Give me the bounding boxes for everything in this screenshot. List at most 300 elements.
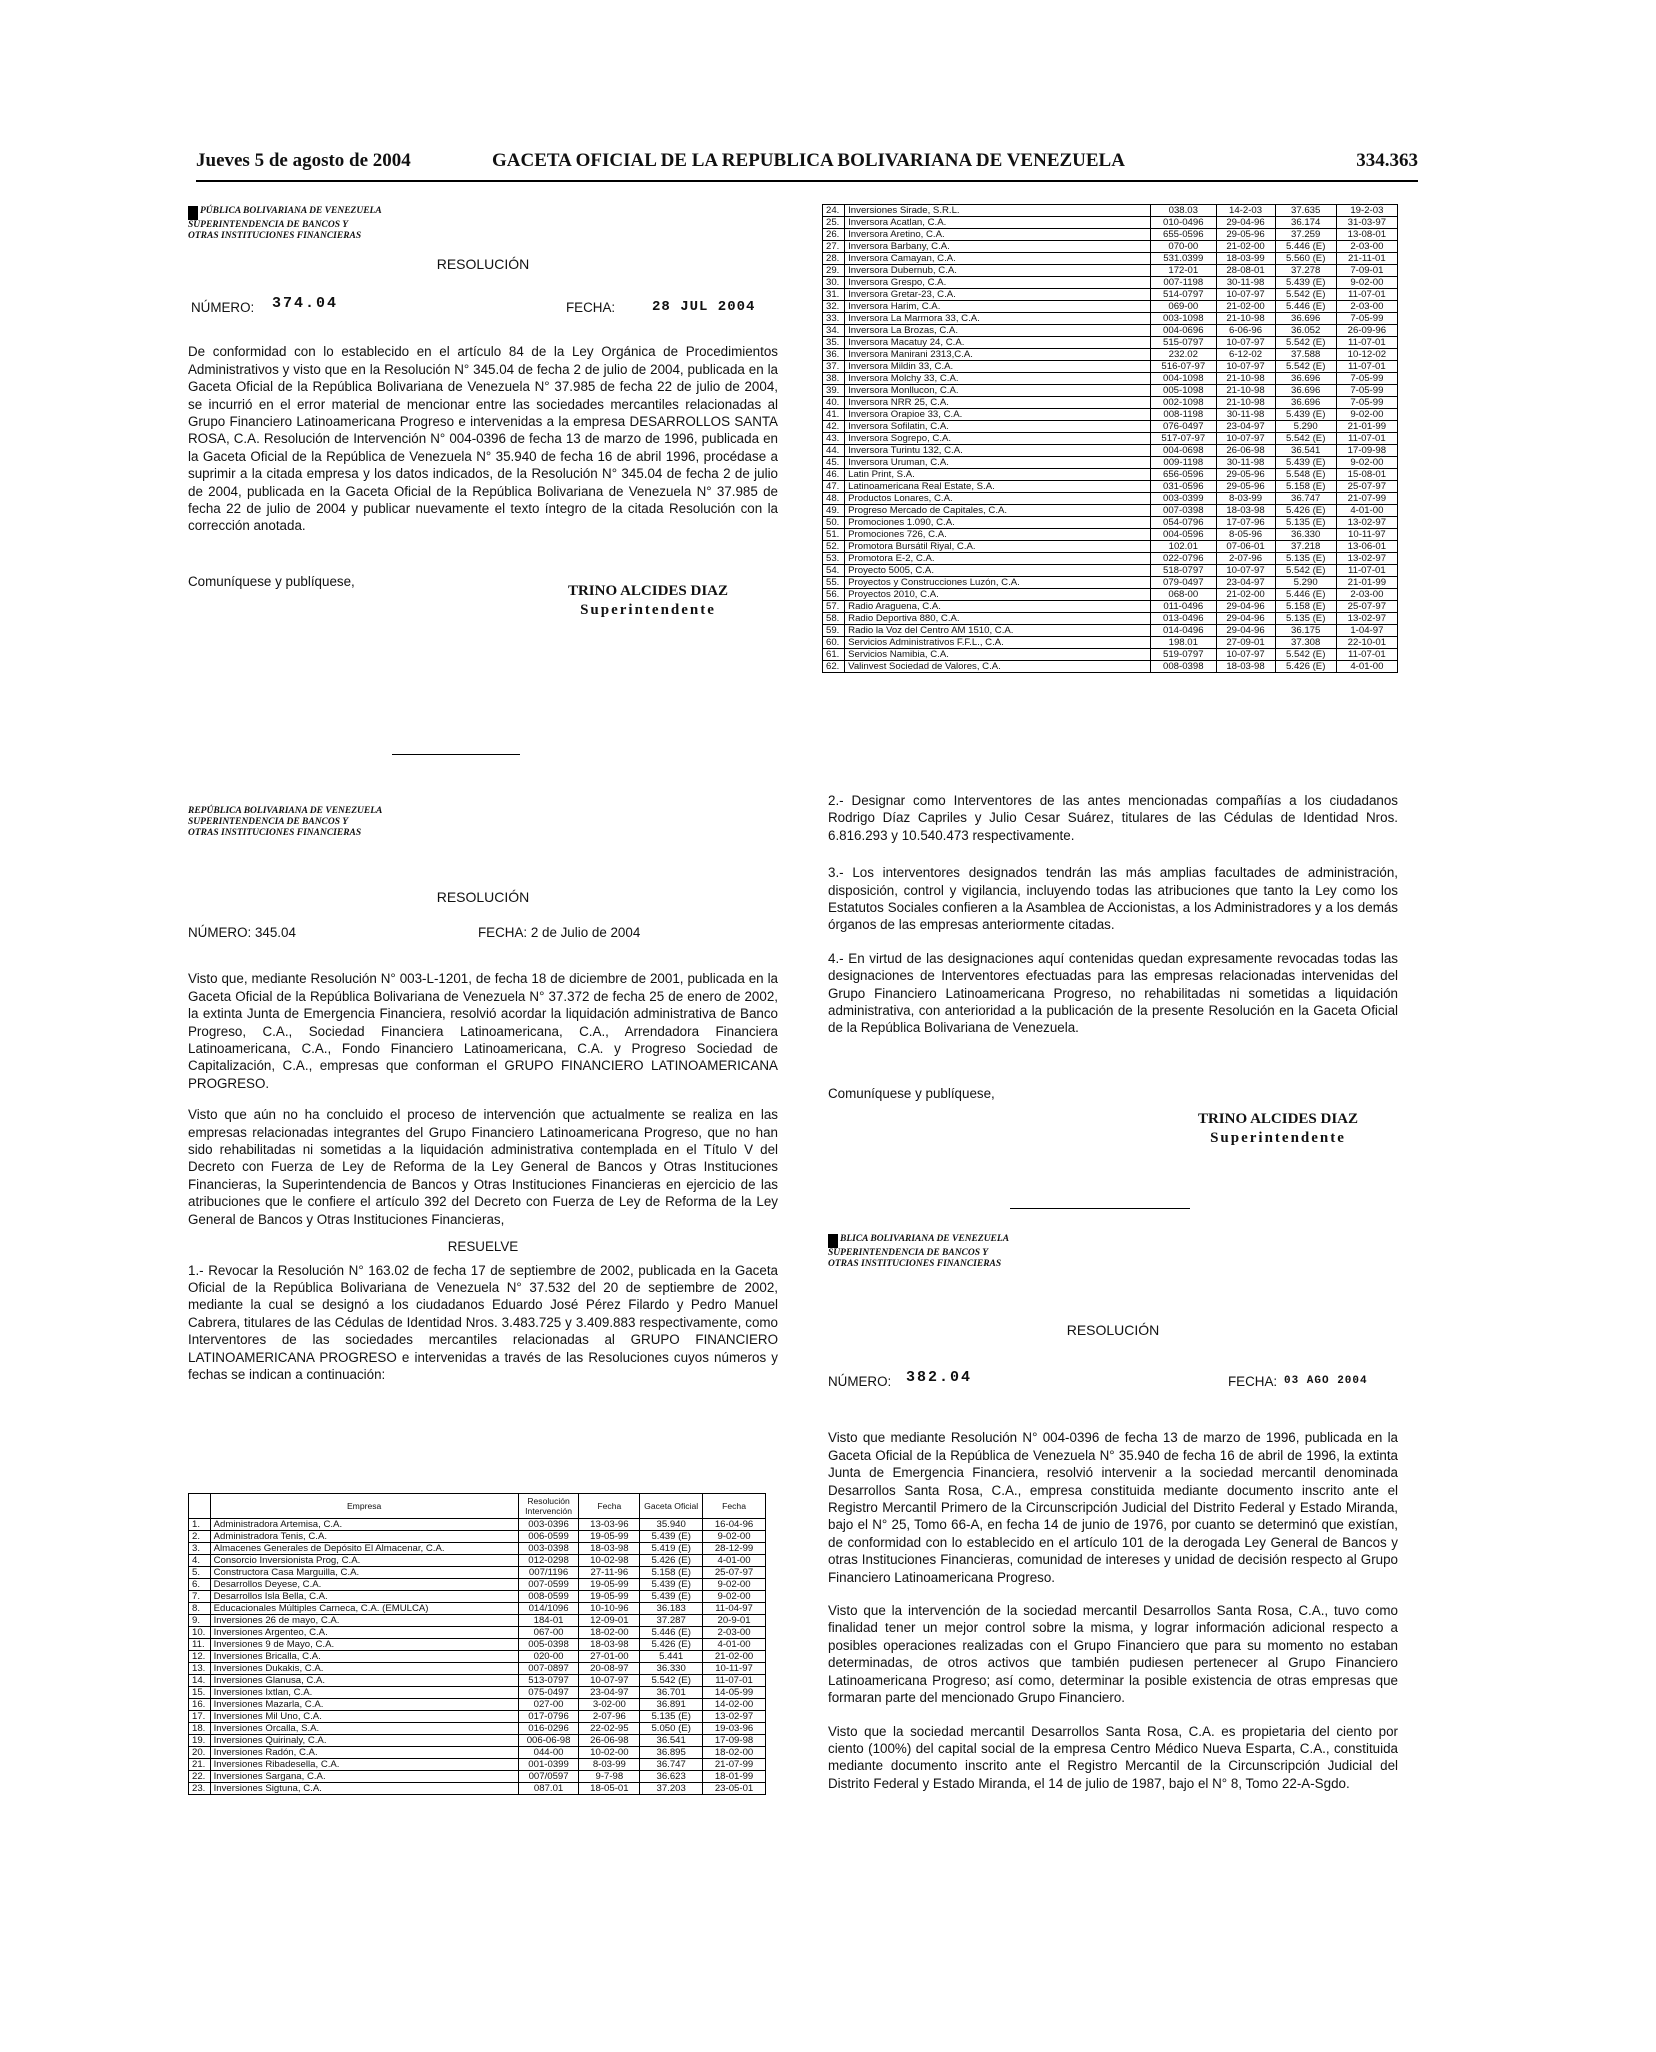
resolution-number: 003-0396 [518, 1519, 579, 1531]
resolution-number: 008-0599 [518, 1591, 579, 1603]
signature-block [1158, 1110, 1398, 1148]
resolution-date: 10-07-97 [1216, 433, 1275, 445]
table-row [189, 1759, 766, 1771]
table-header-row [189, 1494, 766, 1519]
resolution-number: 044-00 [518, 1747, 579, 1759]
company-name: Inversiones Radón, C.A. [210, 1747, 518, 1759]
resolution-number: 172-01 [1151, 265, 1216, 277]
company-name: Inversora Grespo, C.A. [845, 277, 1151, 289]
company-name: Promotora E-2, C.A. [845, 553, 1151, 565]
company-name: Inversiones Ribadesella, C.A. [210, 1759, 518, 1771]
company-name: Inversora La Brozas, C.A. [845, 325, 1151, 337]
table-row [823, 289, 1398, 301]
table-row [823, 253, 1398, 265]
table-row [189, 1531, 766, 1543]
table-row [823, 361, 1398, 373]
resolution-date: 27-09-01 [1216, 637, 1275, 649]
gazette-date: 14-05-99 [703, 1687, 766, 1699]
row-number: 28. [823, 253, 845, 265]
gazette-date: 4-01-00 [1336, 505, 1397, 517]
company-name: Inversora Sofilatin, C.A. [845, 421, 1151, 433]
company-name: Inversora Acatlan, C.A. [845, 217, 1151, 229]
row-number: 48. [823, 493, 845, 505]
gazette-date: 13-06-01 [1336, 541, 1397, 553]
resolution-date: 2-07-96 [579, 1711, 640, 1723]
company-name: Inversora Aretino, C.A. [845, 229, 1151, 241]
gazette-number: 37.308 [1275, 637, 1336, 649]
row-number: 12. [189, 1651, 211, 1663]
resolution-374-04 [188, 206, 778, 620]
table-row [823, 637, 1398, 649]
company-name: Proyectos y Construcciones Luzón, C.A. [845, 577, 1151, 589]
table-row [823, 397, 1398, 409]
table-row [189, 1639, 766, 1651]
companies-table [188, 1493, 766, 1795]
company-name: Inversiones Orcalla, S.A. [210, 1723, 518, 1735]
resolution-date: 19-05-99 [579, 1531, 640, 1543]
gazette-number: 5.135 (E) [1275, 613, 1336, 625]
resolution-date: 10-02-98 [579, 1555, 640, 1567]
gazette-number: 5.050 (E) [640, 1723, 703, 1735]
row-number: 22. [189, 1771, 211, 1783]
row-number: 26. [823, 229, 845, 241]
table-row [189, 1603, 766, 1615]
gazette-number: 5.446 (E) [1275, 241, 1336, 253]
gazette-date: 11-04-97 [703, 1603, 766, 1615]
resolution-number: 007-0599 [518, 1579, 579, 1591]
company-name: Inversiones Sirade, S.R.L. [845, 205, 1151, 217]
row-number: 24. [823, 205, 845, 217]
resolution-number: 006-06-98 [518, 1735, 579, 1747]
gazette-number: 36.623 [640, 1771, 703, 1783]
table-row [823, 277, 1398, 289]
signer-name: TRINO ALCIDES DIAZ [567, 583, 729, 600]
resolution-date: 10-07-97 [1216, 289, 1275, 301]
resolution-date: 21-02-00 [1216, 241, 1275, 253]
company-name: Radio Deportiva 880, C.A. [845, 613, 1151, 625]
resolution-date: 29-04-96 [1216, 217, 1275, 229]
company-name: Inversiones Dukakis, C.A. [210, 1663, 518, 1675]
gazette-number: 37.218 [1275, 541, 1336, 553]
paragraph-visto-2: Visto que la intervención de la sociedad mercantil Desarrollos Santa Rosa, C.A., tuvo como finalidad tener un mejor control sobre la misma, y lograr información adicional respecto a posibles operaciones realizadas con el Grupo Financiero que para su momento no estaban determinadas, de otros activos que también pudiesen pertenecer al Grupo Financiero Latinoamericana Progreso; así como, determinar la posible existencia de otras empresas que formaran parte del mencionado Grupo Financiero. [828, 1603, 1398, 1706]
table-row [189, 1711, 766, 1723]
row-number: 36. [823, 349, 845, 361]
gazette-number: 36.701 [640, 1687, 703, 1699]
separator-rule [392, 754, 520, 755]
gazette-date: 11-07-01 [1336, 361, 1397, 373]
table-row [189, 1627, 766, 1639]
company-name: Productos Lonares, C.A. [845, 493, 1151, 505]
table-row [823, 241, 1398, 253]
resolution-number: 007-1198 [1151, 277, 1216, 289]
gazette-number: 36.183 [640, 1603, 703, 1615]
gazette-date: 20-9-01 [703, 1615, 766, 1627]
gazette-number: 5.135 (E) [640, 1711, 703, 1723]
companies-table-continued [822, 204, 1398, 673]
resolution-date: 29-04-96 [1216, 613, 1275, 625]
row-number: 33. [823, 313, 845, 325]
gazette-date: 1-04-97 [1336, 625, 1397, 637]
resolution-date: 17-07-96 [1216, 517, 1275, 529]
row-number: 4. [189, 1555, 211, 1567]
row-number: 53. [823, 553, 845, 565]
resolution-number: 014-0496 [1151, 625, 1216, 637]
gazette-date: 7-05-99 [1336, 385, 1397, 397]
company-name: Inversiones Glanusa, C.A. [210, 1675, 518, 1687]
header-title: GACETA OFICIAL DE LA REPUBLICA BOLIVARIANA DE VENEZUELA [492, 150, 1125, 171]
gazette-date: 7-05-99 [1336, 373, 1397, 385]
resolution-date: 10-10-96 [579, 1603, 640, 1615]
table-row [823, 529, 1398, 541]
entity-block: BLICA BOLIVARIANA DE VENEZUELA SUPERINTENDENCIA DE BANCOS Y OTRAS INSTITUCIONES FINANCIERAS [828, 1234, 1010, 1269]
row-number: 44. [823, 445, 845, 457]
gazette-number: 37.278 [1275, 265, 1336, 277]
table-row [823, 505, 1398, 517]
row-number: 19. [189, 1735, 211, 1747]
table-row [823, 565, 1398, 577]
resolution-number: 514-0797 [1151, 289, 1216, 301]
resolution-heading: RESOLUCIÓN [1066, 1322, 1160, 1338]
resolution-date: FECHA: 2 de Julio de 2004 [478, 925, 641, 941]
resolution-number: 068-00 [1151, 589, 1216, 601]
table-row [189, 1675, 766, 1687]
row-number: 38. [823, 373, 845, 385]
table-row [823, 469, 1398, 481]
resolution-date: 2-07-96 [1216, 553, 1275, 565]
row-number: 21. [189, 1759, 211, 1771]
table-row [189, 1723, 766, 1735]
gazette-number: 36.895 [640, 1747, 703, 1759]
resolution-date: 9-7-98 [579, 1771, 640, 1783]
gazette-number: 5.542 (E) [1275, 649, 1336, 661]
table-row [189, 1543, 766, 1555]
resolution-number: 022-0796 [1151, 553, 1216, 565]
paragraph-article-4: 4.- En virtud de las designaciones aquí contenidas quedan expresamente revocadas todas las designaciones de Interventores efectuadas para las empresas relacionadas intervenidas del Grupo Financiero Latinoamericana Progreso, no rehabilitadas ni sometidas a liquidación administrativa, con anterioridad a la publicación de la presente Resolución en la Gaceta Oficial de la República Bolivariana de Venezuela. [828, 950, 1398, 1036]
row-number: 34. [823, 325, 845, 337]
gazette-date: 17-09-98 [703, 1735, 766, 1747]
gazette-date: 11-07-01 [1336, 565, 1397, 577]
gazette-date: 9-02-00 [1336, 457, 1397, 469]
company-name: Inversiones Mazarla, C.A. [210, 1699, 518, 1711]
gazette-date: 13-02-97 [1336, 553, 1397, 565]
resolution-number: 020-00 [518, 1651, 579, 1663]
table-row [823, 661, 1398, 673]
resolution-date: 10-07-97 [579, 1675, 640, 1687]
row-number: 25. [823, 217, 845, 229]
gazette-date: 9-02-00 [703, 1591, 766, 1603]
row-number: 9. [189, 1615, 211, 1627]
gazette-number: 5.426 (E) [1275, 505, 1336, 517]
gazette-date: 2-03-00 [1336, 241, 1397, 253]
table-row [189, 1699, 766, 1711]
row-number: 6. [189, 1579, 211, 1591]
table-row [823, 349, 1398, 361]
company-name: Inversora Sogrepo, C.A. [845, 433, 1151, 445]
company-name: Inversora Macatuy 24, C.A. [845, 337, 1151, 349]
row-number: 29. [823, 265, 845, 277]
resolution-number: 516-07-97 [1151, 361, 1216, 373]
row-number: 30. [823, 277, 845, 289]
gazette-number: 36.541 [1275, 445, 1336, 457]
seal-icon [188, 206, 198, 220]
paragraph-visto-3: Visto que la sociedad mercantil Desarrollos Santa Rosa, C.A. es propietaria del ciento por ciento (100%) del capital social de la empresa Centro Médico Nueva Esparta, C.A., constituida mediante documento inscrito ante el Registro Mercantil de la Circunscripción Judicial del Distrito Federal y Estado Miranda, el 14 de julio de 1987, bajo el N° 8, Tomo 22-A-Sgdo. [828, 1723, 1398, 1791]
paragraph-visto-1: Visto que, mediante Resolución N° 003-L-1201, de fecha 18 de diciembre de 2001, publicada en la Gaceta Oficial de la República Bolivariana de Venezuela N° 37.372 de fecha 25 de enero de 2002, la extinta Junta de Emergencia Financiera, resolvió acordar la liquidación administrativa de Banco Progreso, C.A., Sociedad Financiera Latinoamericana, C.A., Arrendadora Financiera Latinoamericana, C.A., Fondo Financiero Latinoamericana, C.A. y Progreso Sociedad de Capitalización, C.A., empresas que conforman el GRUPO FINANCIERO LATINOAMERICANA PROGRESO. [188, 971, 778, 1091]
gazette-date: 23-05-01 [703, 1783, 766, 1795]
row-number: 3. [189, 1543, 211, 1555]
resolution-date: 6-12-02 [1216, 349, 1275, 361]
resolution-date: 07-06-01 [1216, 541, 1275, 553]
resolution-number: 004-0696 [1151, 325, 1216, 337]
paragraph-visto-2: Visto que aún no ha concluido el proceso de intervención que actualmente se realiza en las empresas relacionadas integrantes del Grupo Financiero Latinoamericana Progreso, que no han sido rehabilitadas ni sometidas a la liquidación administrativa contemplada en el Título V del Decreto con Fuerza de Ley de Reforma de la Ley General de Bancos y Otras Instituciones Financieras, la Superintendencia de Bancos y Otras Instituciones Financieras en ejercicio de las atribuciones que le confiere el artículo 392 del Decreto con Fuerza de Ley de Reforma de la Ley General de Bancos y Otras Instituciones Financieras, [188, 1107, 778, 1227]
resolution-382-04 [828, 1234, 1398, 1802]
table-row [189, 1579, 766, 1591]
row-number: 10. [189, 1627, 211, 1639]
resolution-body: De conformidad con lo establecido en el artículo 84 de la Ley Orgánica de Procedimientos Administrativos y visto que en la Resolución N° 345.04 de fecha 2 de julio de 2004, publicada en la Gaceta Oficial de la República Bolivariana de Venezuela N° 37.985 de fecha 22 de julio de 2004, se incurrió en el error material de mencionar entre las sociedades mercantiles relacionadas al Grupo Financiero Latinoamericana Progreso e intervenidas a la empresa DESARROLLOS SANTA ROSA, C.A. Resolución de Intervención N° 004-0396 de fecha 13 de marzo de 1996, publicada en la Gaceta Oficial de la República de Venezuela N° 35.940 de fecha 16 de abril 1996, procédase a suprimir a la citada empresa y los datos indicados, de la Resolución N° 345.04 de fecha 2 de julio de 2004, publicada en la Gaceta Oficial de la República Bolivariana de Venezuela N° 37.985 de fecha 22 de julio de 2004 y publicar nuevamente el texto íntegro de la citada Resolución con la corrección anotada. [188, 344, 778, 534]
row-number: 11. [189, 1639, 211, 1651]
company-name: Inversora Orapioe 33, C.A. [845, 409, 1151, 421]
entity-block: PÚBLICA BOLIVARIANA DE VENEZUELA SUPERINTENDENCIA DE BANCOS Y OTRAS INSTITUCIONES FINANCIERAS [188, 206, 382, 241]
company-name: Inversiones 26 de mayo, C.A. [210, 1615, 518, 1627]
gazette-number: 5.135 (E) [1275, 553, 1336, 565]
row-number: 49. [823, 505, 845, 517]
gazette-number: 37.259 [1275, 229, 1336, 241]
gazette-date: 13-02-97 [1336, 613, 1397, 625]
resolution-number: 016-0296 [518, 1723, 579, 1735]
gazette-date: 2-03-00 [703, 1627, 766, 1639]
resolution-number: 518-0797 [1151, 565, 1216, 577]
gazette-number: 5.542 (E) [1275, 565, 1336, 577]
table-row [823, 433, 1398, 445]
row-number: 16. [189, 1699, 211, 1711]
resolution-number: 070-00 [1151, 241, 1216, 253]
company-name: Progreso Mercado de Capitales, C.A. [845, 505, 1151, 517]
row-number: 37. [823, 361, 845, 373]
gazette-number: 5.426 (E) [1275, 661, 1336, 673]
row-number: 55. [823, 577, 845, 589]
gazette-date: 21-07-99 [1336, 493, 1397, 505]
company-name: Almacenes Generales de Depósito El Almacenar, C.A. [210, 1543, 518, 1555]
row-number: 18. [189, 1723, 211, 1735]
resolution-date: 27-11-96 [579, 1567, 640, 1579]
gazette-number: 5.426 (E) [640, 1639, 703, 1651]
gazette-number: 36.891 [640, 1699, 703, 1711]
table-row [189, 1771, 766, 1783]
gazette-number: 5.439 (E) [640, 1531, 703, 1543]
separator-rule-right [1010, 1208, 1190, 1209]
gazette-date: 7-05-99 [1336, 313, 1397, 325]
number-label: NÚMERO: [191, 300, 255, 316]
resolution-date: 19-05-99 [579, 1591, 640, 1603]
resolution-date: 18-03-98 [579, 1543, 640, 1555]
row-number: 50. [823, 517, 845, 529]
gazette-date: 25-07-97 [1336, 481, 1397, 493]
resolution-number: 655-0596 [1151, 229, 1216, 241]
gazette-number: 5.290 [1275, 421, 1336, 433]
paragraph-article-3: 3.- Los interventores designados tendrán las más amplias facultades de administración, disposición, control y vigilancia, incluyendo todas las atribuciones que tanto la Ley como los Estatutos Sociales confieren a la Asamblea de Accionistas, a los Administradores y a los demás órganos de las empresas anteriormente citadas. [828, 865, 1398, 933]
gazette-number: 36.696 [1275, 385, 1336, 397]
gazette-date: 21-11-01 [1336, 253, 1397, 265]
signer-name: TRINO ALCIDES DIAZ [1197, 1111, 1359, 1128]
resolution-number: 011-0496 [1151, 601, 1216, 613]
row-number: 39. [823, 385, 845, 397]
gazette-date: 15-08-01 [1336, 469, 1397, 481]
resolution-number: 001-0399 [518, 1759, 579, 1771]
row-number: 15. [189, 1687, 211, 1699]
gazette-date: 25-07-97 [1336, 601, 1397, 613]
resolution-date: 21-10-98 [1216, 373, 1275, 385]
gazette-number: 36.330 [640, 1663, 703, 1675]
table-row [823, 409, 1398, 421]
number-date-row [188, 293, 778, 333]
resolution-number: 003-0398 [518, 1543, 579, 1555]
resolution-date: 30-11-98 [1216, 277, 1275, 289]
gazette-number: 37.287 [640, 1615, 703, 1627]
company-name: Inversora Gretar-23, C.A. [845, 289, 1151, 301]
gazette-number: 36.052 [1275, 325, 1336, 337]
resolution-number: 515-0797 [1151, 337, 1216, 349]
table-row [189, 1591, 766, 1603]
resolution-date: 10-07-97 [1216, 337, 1275, 349]
resolution-date: 26-06-98 [1216, 445, 1275, 457]
gazette-number: 5.439 (E) [1275, 277, 1336, 289]
row-number: 54. [823, 565, 845, 577]
company-name: Administradora Tenis, C.A. [210, 1531, 518, 1543]
gazette-date: 7-09-01 [1336, 265, 1397, 277]
header-empresa: Empresa [210, 1494, 518, 1519]
gazette-number: 5.439 (E) [1275, 457, 1336, 469]
resolution-date: 28 JUL 2004 [652, 299, 756, 316]
resolution-number: 374.04 [272, 295, 339, 313]
company-name: Inversora Manirani 2313,C.A. [845, 349, 1151, 361]
gazette-date: 19-2-03 [1336, 205, 1397, 217]
table-row [189, 1555, 766, 1567]
gazette-number: 5.426 (E) [640, 1555, 703, 1567]
company-name: Promociones 726, C.A. [845, 529, 1151, 541]
gazette-date: 10-11-97 [1336, 529, 1397, 541]
row-number: 23. [189, 1783, 211, 1795]
gazette-number: 5.439 (E) [640, 1579, 703, 1591]
gazette-number: 36.541 [640, 1735, 703, 1747]
gazette-number: 36.747 [640, 1759, 703, 1771]
row-number: 35. [823, 337, 845, 349]
gazette-number: 35.940 [640, 1519, 703, 1531]
row-number: 58. [823, 613, 845, 625]
resolution-date: 18-05-01 [579, 1783, 640, 1795]
resolution-number: 008-1198 [1151, 409, 1216, 421]
resolution-date: 22-02-95 [579, 1723, 640, 1735]
closing-text: Comuníquese y publíquese, [188, 573, 355, 589]
resolution-number: 008-0398 [1151, 661, 1216, 673]
table-row [189, 1735, 766, 1747]
company-name: Inversora Mildin 33, C.A. [845, 361, 1151, 373]
signer-title: Superintendente [1210, 1130, 1346, 1147]
company-name: Promotora Bursátil Riyal, C.A. [845, 541, 1151, 553]
companies-table-part-1 [188, 1493, 766, 1795]
resolution-date: 21-10-98 [1216, 385, 1275, 397]
row-number: 51. [823, 529, 845, 541]
gazette-date: 10-12-02 [1336, 349, 1397, 361]
row-number: 13. [189, 1663, 211, 1675]
header-number [189, 1494, 211, 1519]
row-number: 7. [189, 1591, 211, 1603]
resolution-number: 076-0497 [1151, 421, 1216, 433]
row-number: 5. [189, 1567, 211, 1579]
gazette-date: 21-01-99 [1336, 421, 1397, 433]
resolution-date: 10-07-97 [1216, 649, 1275, 661]
gazette-number: 5.542 (E) [1275, 289, 1336, 301]
resolution-date: 21-10-98 [1216, 313, 1275, 325]
company-name: Educacionales Múltiples Carneca, C.A. (EMULCA) [210, 1603, 518, 1615]
resuelve-heading: RESUELVE [447, 1239, 519, 1255]
row-number: 52. [823, 541, 845, 553]
number-label: NÚMERO: [828, 1374, 892, 1390]
table-row [823, 385, 1398, 397]
resolution-number: 005-1098 [1151, 385, 1216, 397]
resolution-number: 004-1098 [1151, 373, 1216, 385]
company-name: Inversora Monllucon, C.A. [845, 385, 1151, 397]
table-row [823, 577, 1398, 589]
gazette-date: 9-02-00 [1336, 409, 1397, 421]
table-row [823, 553, 1398, 565]
resolution-date: 21-02-00 [1216, 301, 1275, 313]
company-name: Inversora Turintu 132, C.A. [845, 445, 1151, 457]
gazette-date: 11-07-01 [1336, 433, 1397, 445]
table-row [823, 649, 1398, 661]
signer-title: Superintendente [580, 602, 716, 619]
header-fecha-gaceta: Fecha [703, 1494, 766, 1519]
table-row [823, 589, 1398, 601]
table-row [823, 421, 1398, 433]
number-date-row [188, 924, 778, 948]
gazette-number: 37.203 [640, 1783, 703, 1795]
resolution-number: 007/1196 [518, 1567, 579, 1579]
resolution-number: 005-0398 [518, 1639, 579, 1651]
company-name: Inversora Barbany, C.A. [845, 241, 1151, 253]
company-name: Inversiones Mil Uno, C.A. [210, 1711, 518, 1723]
company-name: Inversora Harim, C.A. [845, 301, 1151, 313]
header-resolucion: Resolución Intervención [518, 1494, 579, 1519]
gazette-date: 31-03-97 [1336, 217, 1397, 229]
gazette-number: 5.446 (E) [640, 1627, 703, 1639]
company-name: Inversiones Bricalla, C.A. [210, 1651, 518, 1663]
company-name: Proyectos 2010, C.A. [845, 589, 1151, 601]
resolution-number: 007/0597 [518, 1771, 579, 1783]
gazette-date: 9-02-00 [703, 1579, 766, 1591]
gazette-date: 18-01-99 [703, 1771, 766, 1783]
resolution-number: 054-0796 [1151, 517, 1216, 529]
gazette-date: 13-02-97 [703, 1711, 766, 1723]
gazette-date: 28-12-99 [703, 1543, 766, 1555]
resolution-number: 027-00 [518, 1699, 579, 1711]
resolution-345-04-continued [828, 792, 1398, 1148]
paragraph-article-1: 1.- Revocar la Resolución N° 163.02 de fecha 17 de septiembre de 2002, publicada en la Gaceta Oficial de la República Bolivariana de Venezuela N° 37.532 del 20 de septiembre de 2002, mediante la cual se designó a los ciudadanos Eduardo José Pérez Filardo y Pedro Manuel Cabrera, titulares de las Cédulas de Identidad Nros. 3.483.725 y 3.409.883 respectivamente, como Interventores de las sociedades mercantiles relacionadas al GRUPO FINANCIERO LATINOAMERICANA PROGRESO e intervenidas a través de las Resoluciones cuyos números y fechas se indican a continuación: [188, 1262, 778, 1382]
row-number: 57. [823, 601, 845, 613]
row-number: 40. [823, 397, 845, 409]
row-number: 61. [823, 649, 845, 661]
gazette-number: 5.158 (E) [1275, 481, 1336, 493]
table-row [823, 205, 1398, 217]
company-name: Inversiones Argenteo, C.A. [210, 1627, 518, 1639]
resolution-number: 038.03 [1151, 205, 1216, 217]
resolution-date: 18-03-98 [1216, 661, 1275, 673]
table-row [823, 541, 1398, 553]
row-number: 8. [189, 1603, 211, 1615]
resolution-number: 067-00 [518, 1627, 579, 1639]
company-name: Inversiones Ixtlan, C.A. [210, 1687, 518, 1699]
company-name: Latin Print, S.A. [845, 469, 1151, 481]
company-name: Inversora Molchy 33, C.A. [845, 373, 1151, 385]
gazette-number: 5.548 (E) [1275, 469, 1336, 481]
